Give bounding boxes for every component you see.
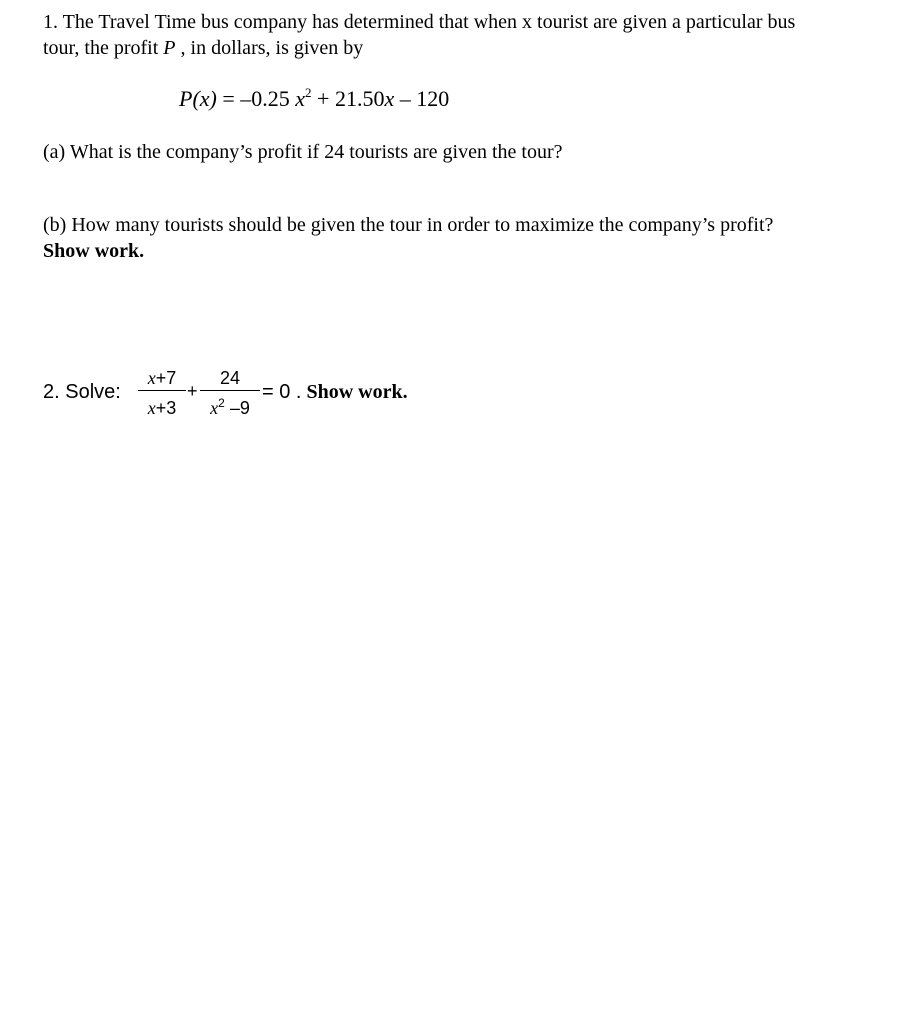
profit-formula: P(x) = –0.25 $x^2 + 21.50x - 120$ xyxy=(179,85,450,111)
fraction-1-denominator: x+3 xyxy=(147,398,177,418)
fraction-2 xyxy=(200,366,260,422)
fraction-1 xyxy=(138,366,186,422)
fraction-1-bar xyxy=(138,390,186,391)
question-1-part-a: (a) What is the company’s profit if 24 tourists are given the tour? xyxy=(43,141,563,163)
question-2-label: 2. Solve: xyxy=(43,381,121,403)
fraction-1-numerator: x+7 xyxy=(147,368,177,388)
show-work-label: Show work. xyxy=(43,240,145,262)
equation-rhs: = 0 . Show work. xyxy=(262,381,408,403)
plus-sign: + xyxy=(187,381,198,401)
profit-variable: P xyxy=(163,37,176,59)
question-1-line-1: 1. The Travel Time bus company has determined that when x tourist are given a particular bus xyxy=(43,11,796,33)
question-1-line-2: tour, the profit P , in dollars, is given by xyxy=(43,37,364,59)
question-2-show-work: Show work. xyxy=(306,381,408,403)
fraction-2-denominator: $x^2$ –9 xyxy=(210,396,250,418)
fraction-2-bar xyxy=(200,390,260,391)
question-1-part-b: (b) How many tourists should be given the tour in order to maximize the company’s profit? xyxy=(43,214,774,236)
fraction-2-numerator: 24 xyxy=(219,368,241,388)
